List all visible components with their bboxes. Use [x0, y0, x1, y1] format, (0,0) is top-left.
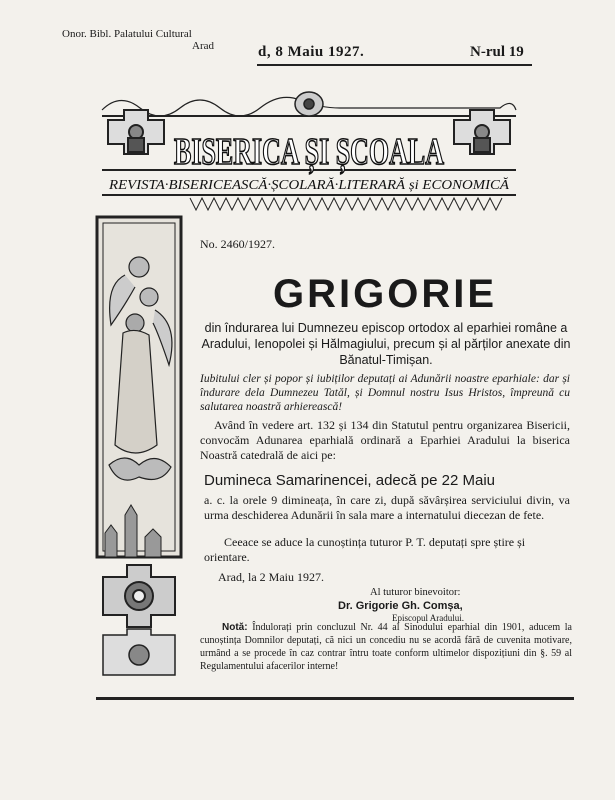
header-rule — [257, 64, 532, 66]
masthead — [100, 90, 569, 215]
fringe-ornament — [190, 198, 502, 210]
document-title: GRIGORIE — [272, 272, 498, 316]
place-date: Arad, la 2 Maiu 1927. — [218, 570, 324, 584]
left-illustration-column — [95, 215, 183, 680]
masthead-title: BISERICA ȘI ȘCOALA — [174, 131, 569, 173]
signature-intro: Al tuturor binevoitor: — [370, 587, 461, 598]
highlighted-date: Dumineca Samarinencei, adecă pe 22 Maiu — [204, 472, 495, 489]
issue-number: N-rul 19 — [470, 44, 524, 60]
lower-ornament — [103, 629, 175, 675]
stamp-line-2: Arad — [192, 40, 214, 52]
issue-date: d, 8 Maiu 1927. — [258, 44, 365, 60]
center-medallion — [295, 92, 323, 116]
greeting-paragraph: Iubitului cler și popor și iubiților deputați ai Adunării noastre eparhiale: dar și îndurare dela Dumnezeu Tatăl, și Domnul nostru Isus Hristos, împreună cu salutarea noastră arhierească! — [200, 373, 570, 413]
signature-name: Dr. Grigorie Gh. Comșa, — [338, 600, 463, 612]
document-subtitle: din îndurarea lui Dumnezeu episcop ortodox al eparhiei române a Aradului, Ienopolei și Hălmagiului, precum și al părților anexate din Bănatul-Timișan. — [201, 321, 571, 367]
paragraph-3: Ceeace se aduce la cunoștința tuturor P. T. deputați spre știre și orientare. — [204, 535, 526, 564]
note-label: Notă: — [222, 622, 248, 633]
footnote — [200, 621, 572, 673]
document-number: No. 2460/1927. — [200, 237, 275, 251]
paragraph-2: a. c. la orele 9 dimineața, în care zi, după săvârșirea serviciului divin, va urma deschiderea Adunării în sala mare a internatului diecezan de fete. — [204, 493, 570, 522]
ornamental-cross — [103, 565, 175, 627]
masthead-subtitle: REVISTA·BISERICEASCĂ·ȘCOLARĂ·LITERARĂ și ECONOMICĂ — [109, 178, 487, 193]
library-stamp — [62, 28, 262, 52]
signature-title: Episcopul Aradului. — [392, 613, 464, 623]
note-text: Îndulorați prin concluzul Nr. 44 al Sinodului eparhial din 1901, aducem la cunoștința Domnilor deputați, că nici un concediu nu se acordă fără de cuvenita motivare, urmând a se procede în caz contrar întru toate conform ultimelor dispozițiuni din §. 59 al Regulamentului afacerilor interne! — [200, 622, 572, 672]
paragraph-1: Având în vedere art. 132 și 134 din Statutul pentru organizarea Bisericii, convocăm Adunarea eparhială ordinară a Eparhiei Aradului la biserica Noastră catedrală de aici pe: — [200, 418, 570, 462]
stamp-line-1: Onor. Bibl. Palatului Cultural — [62, 28, 192, 40]
bottom-rule — [96, 697, 574, 700]
